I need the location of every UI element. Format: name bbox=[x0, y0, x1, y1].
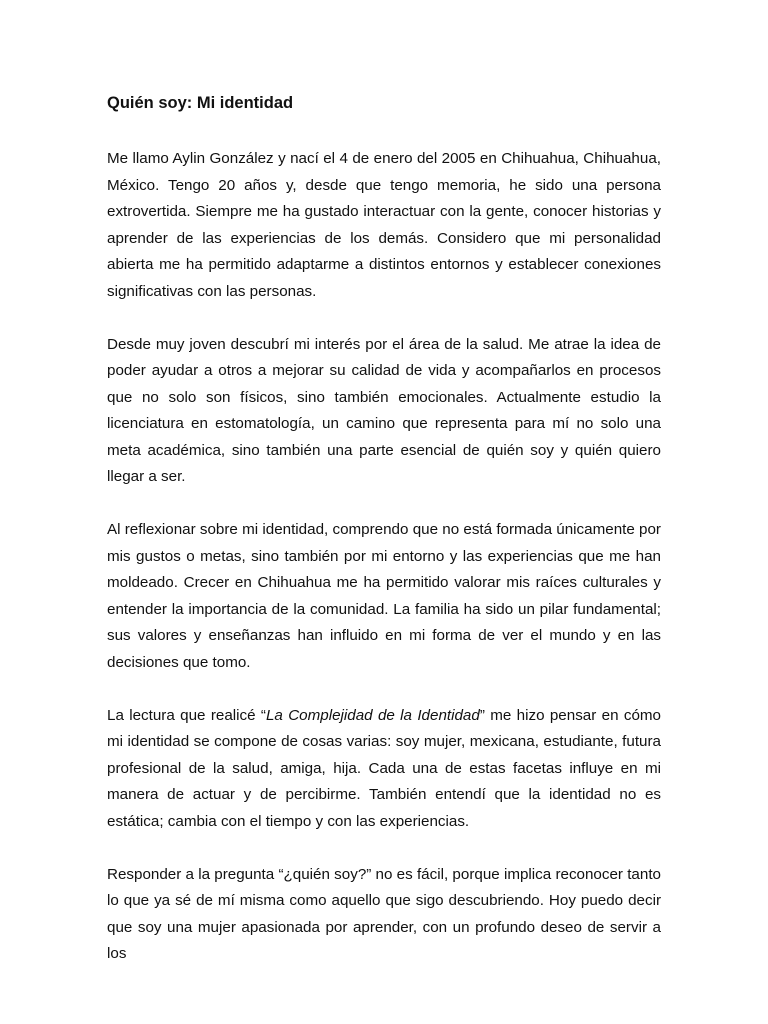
document-body bbox=[107, 92, 661, 994]
document-title: Quién soy: Mi identidad bbox=[107, 94, 294, 112]
paragraph-1: Me llamo Aylin González y nací el 4 de enero del 2005 en Chihuahua, Chihuahua, México. Tengo 20 años y, desde que tengo memoria, he sido una persona extrovertida. Siempre me ha gustado interactuar con la gente, conocer historias y aprender de las experiencias de los demás. Considero que mi personalidad abierta me ha permitido adaptarme a distintos entornos y establecer conexiones significativas con las personas. bbox=[107, 150, 661, 300]
paragraph-4-before: La lectura que realicé “ bbox=[107, 706, 266, 724]
paragraph-3: Al reflexionar sobre mi identidad, comprendo que no está formada únicamente por mis gustos o metas, sino también por mi entorno y las experiencias que me han moldeado. Crecer en Chihuahua me ha permitido valorar mis raíces culturales y entender la importancia de la comunidad. La familia ha sido un pilar fundamental; sus valores y enseñanzas han influido en mi forma de ver el mundo y en las decisiones que tomo. bbox=[107, 521, 661, 671]
paragraph-5: Responder a la pregunta “¿quién soy?” no es fácil, porque implica reconocer tanto lo que ya sé de mí misma como aquello que sigo descubriendo. Hoy puedo decir que soy una mujer apasionada por aprender, con un profundo deseo de servir a los bbox=[107, 865, 661, 962]
paragraph-2: Desde muy joven descubrí mi interés por el área de la salud. Me atrae la idea de poder ayudar a otros a mejorar su calidad de vida y acompañarlos en procesos que no solo son físicos, sino también emocionales. Actualmente estudio la licenciatura en estomatología, un camino que representa para mí no solo una meta académica, sino también una parte esencial de quién soy y quién quiero llegar a ser. bbox=[107, 335, 661, 485]
paragraph-4 bbox=[107, 703, 661, 836]
reading-title: La Complejidad de la Identidad bbox=[265, 706, 480, 724]
paragraph-4-after: ” me hizo pensar en cómo mi identidad se compone de cosas varias: soy mujer, mexicana, estudiante, futura profesional de la salud, amiga, hija. Cada una de estas facetas influye en mi manera de actuar y de percibirme. También entendí que la identidad no es estática; cambia con el tiempo y con las experiencias. bbox=[107, 706, 662, 830]
